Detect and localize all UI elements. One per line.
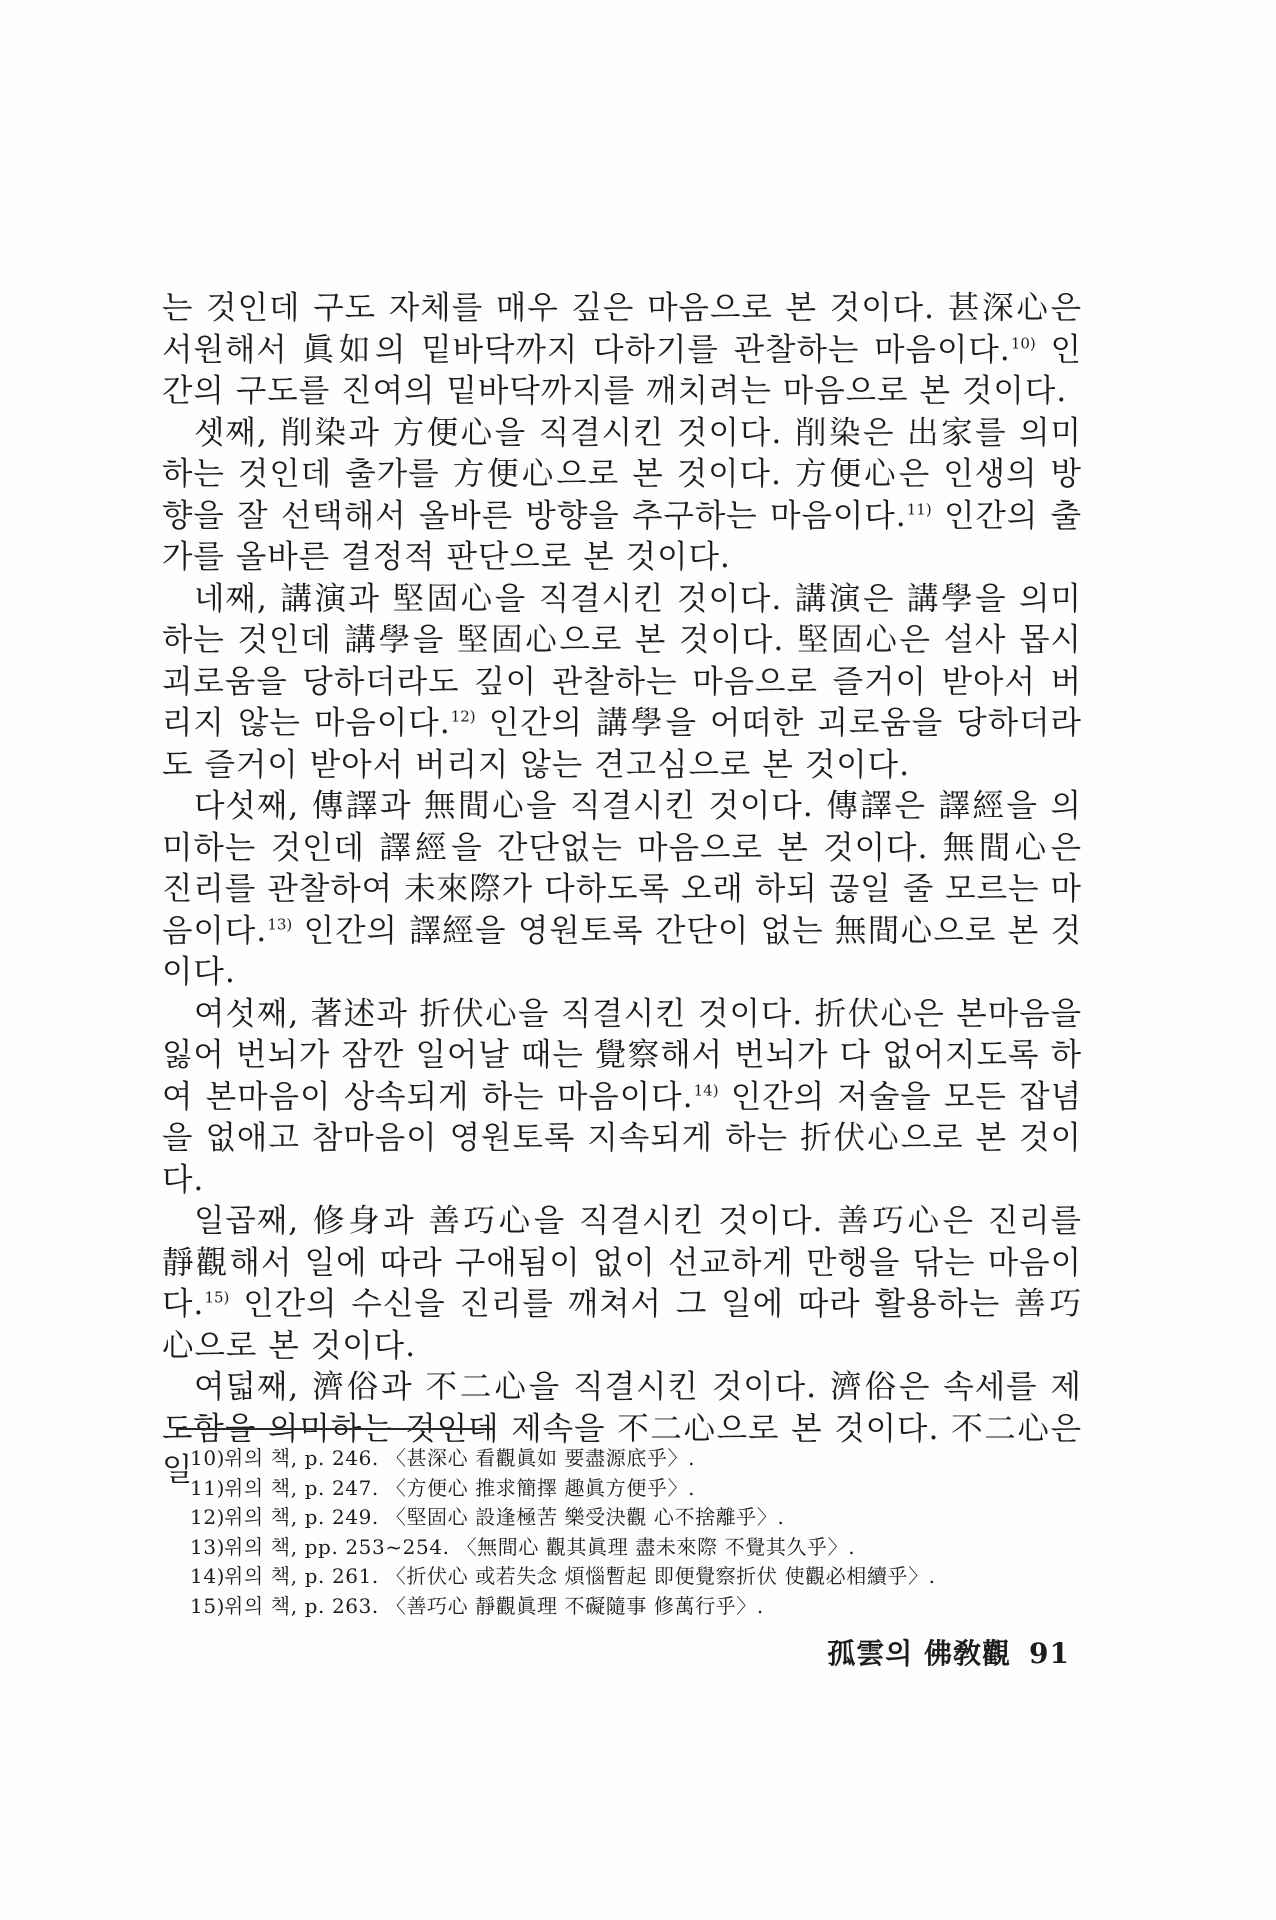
footnote-ref: 14) [693, 1081, 719, 1099]
paragraph-text: 다섯째, 傳譯과 無間心을 직결시킨 것이다. 傳譯은 譯經을 의미하는 것인데 譯經을 간단없는 마음으로 본 것이다. 無間心은 진리를 관찰하여 未來際가 다하도록 오래 하되 끊일 줄 모르는 마음이다. [162, 788, 1082, 949]
footnote-number: 11) [190, 1475, 226, 1500]
footnote-number: 14) [190, 1564, 226, 1588]
page-number: 91 [1029, 1637, 1070, 1670]
paragraph [162, 786, 1082, 994]
paragraph [162, 579, 1082, 787]
footnote-ref: 10) [1010, 334, 1036, 352]
body-text [162, 288, 1082, 1492]
footnote-text: 위의 책, p. 263. 〈善巧心 靜觀眞理 不礙隨事 修萬行乎〉. [224, 1593, 764, 1618]
paragraph-text: 는 것인데 구도 자체를 매우 깊은 마음으로 본 것이다. 甚深心은 서원해서 眞如의 밑바닥까지 다하기를 관찰하는 마음이다. [162, 290, 1082, 368]
footnote [190, 1562, 1070, 1592]
footnote-number: 15) [190, 1593, 226, 1618]
footnote-rule [176, 1428, 494, 1430]
page-footer [827, 1632, 1070, 1672]
paragraph [162, 288, 1082, 413]
footnote [190, 1444, 1070, 1474]
footnotes [190, 1444, 1070, 1621]
footnote-ref: 15) [204, 1288, 230, 1307]
paragraph-text: 여섯째, 著述과 折伏心을 직결시킨 것이다. 折伏心은 본마음을 잃어 번뇌가 잠깐 일어날 때는 覺察해서 번뇌가 다 없어지도록 하여 본마음이 상속되게 하는 마음이다. [162, 995, 1082, 1115]
footnote [190, 1503, 1070, 1533]
paragraph [162, 994, 1082, 1202]
footnote-text: 위의 책, p. 249. 〈堅固心 設逢極苦 樂受決觀 心不捨離乎〉. [224, 1505, 785, 1529]
paragraph-text: 인간의 출가를 올바른 결정적 판단으로 본 것이다. [162, 497, 1082, 575]
paragraph-text: 인간의 저술을 모든 잡념을 없애고 참마음이 영원토록 지속되게 하는 折伏心으로 본 것이다. [162, 1078, 1082, 1198]
footnote-text: 위의 책, p. 247. 〈方便心 推求簡擇 趣眞方便乎〉. [224, 1475, 696, 1500]
footnote-text: 위의 책, pp. 253~254. 〈無間心 觀其眞理 盡未來際 不覺其久乎〉. [224, 1534, 856, 1559]
footnote-text: 위의 책, p. 246. 〈甚深心 看觀眞如 要盡源底乎〉. [224, 1446, 696, 1470]
paragraph-text: 인간의 수신을 진리를 깨쳐서 그 일에 따라 활용하는 善巧心으로 본 것이다. [162, 1286, 1082, 1364]
paragraph [162, 413, 1082, 579]
footnote-ref: 11) [906, 500, 932, 518]
paragraph-text: 일곱째, 修身과 善巧心을 직결시킨 것이다. 善巧心은 진리를 靜觀해서 일에 따라 구애됨이 없이 선교하게 만행을 닦는 마음이다. [162, 1203, 1082, 1322]
footnote-text: 위의 책, p. 261. 〈折伏心 或若失念 煩惱暫起 即便覺察折伏 使觀必相續乎〉. [224, 1564, 936, 1588]
paragraph-text: 인간의 講學을 어떠한 괴로움을 당하더라도 즐거이 받아서 버리지 않는 견고심으로 본 것이다. [162, 705, 1082, 783]
paragraph-text: 인간의 구도를 진여의 밑바닥까지를 깨치려는 마음으로 본 것이다. [162, 331, 1082, 409]
footnote-number: 13) [190, 1534, 226, 1559]
running-title: 孤雲의 佛敎觀 [827, 1637, 1012, 1670]
footnote [190, 1592, 1070, 1622]
paragraph-text: 셋째, 削染과 方便心을 직결시킨 것이다. 削染은 出家를 의미하는 것인데 출가를 方便心으로 본 것이다. 方便心은 인생의 방향을 잘 선택해서 올바른 방향을 추구하는 마음이다. [162, 414, 1082, 534]
footnote-ref: 12) [450, 707, 476, 726]
paragraph-text: 인간의 譯經을 영원토록 간단이 없는 無間心으로 본 것이다. [162, 912, 1082, 990]
paragraph-text: 여덟째, 濟俗과 不二心을 직결시킨 것이다. 濟俗은 속세를 제도함을 의미하는 것인데 제속을 不二心으로 본 것이다. 不二心은 일 [162, 1369, 1082, 1488]
paragraph [162, 1201, 1082, 1367]
footnote-number: 10) [190, 1446, 226, 1470]
footnote-ref: 13) [267, 915, 293, 933]
footnote [190, 1474, 1070, 1504]
paragraph-text: 네째, 講演과 堅固心을 직결시킨 것이다. 講演은 講學을 의미하는 것인데 講學을 堅固心으로 본 것이다. 堅固心은 설사 몹시 괴로움을 당하더라도 깊이 관찰하는 마음으로 즐거이 받아서 버리지 않는 마음이다. [162, 580, 1082, 741]
footnote-number: 12) [190, 1505, 226, 1529]
footnote [190, 1533, 1070, 1563]
